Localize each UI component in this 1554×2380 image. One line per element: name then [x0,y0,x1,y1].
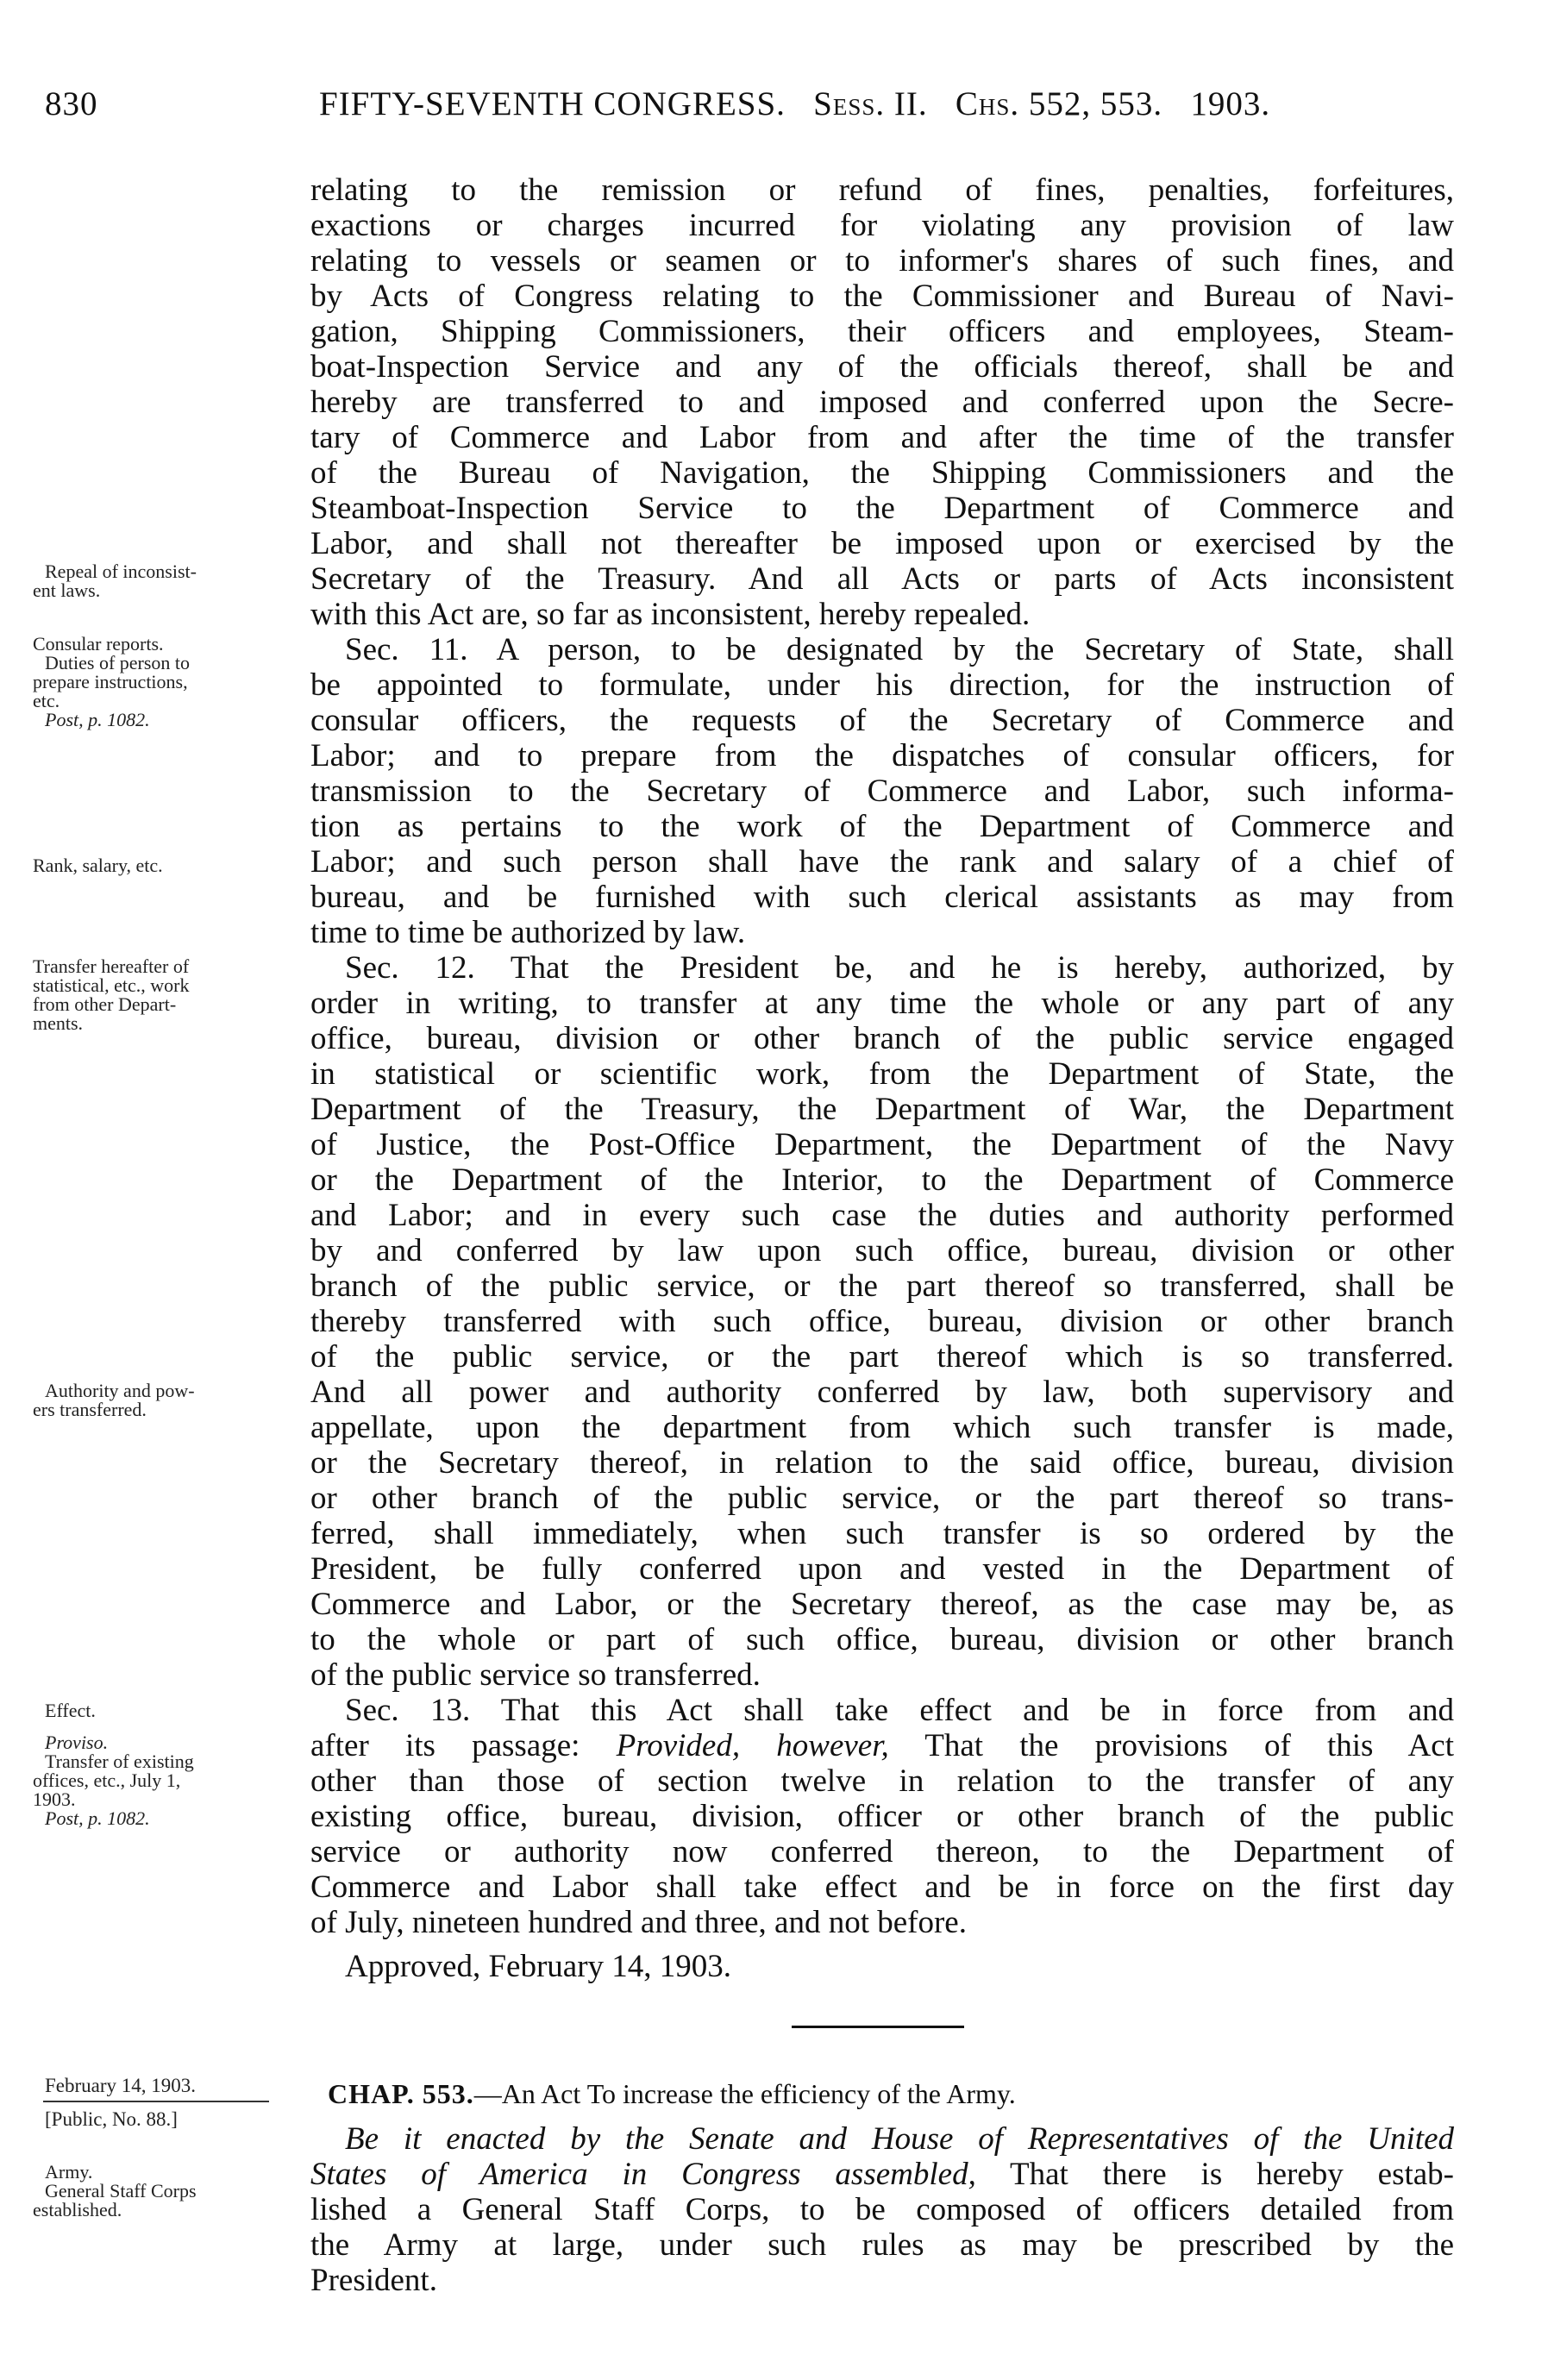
margin-line: ers transferred. [33,1399,147,1420]
section-13 [310,1693,1454,1984]
text-line: time to time be authorized by law. [310,915,746,950]
margin-line: etc. [33,690,60,711]
margin-note-rank [33,856,291,875]
text-line: And all power and authority conferred by law, both supervisory and [310,1375,1454,1410]
text-line: relating to vessels or seamen or to informer's shares of such fines, and [310,243,1454,279]
text-line: Labor; and such person shall have the rank and salary of a chief of [310,844,1454,880]
margin-line: Transfer hereafter of [33,955,190,977]
text-line: Commerce and Labor shall take effect and be in force on the first day [310,1870,1454,1905]
text-line: President, be fully conferred upon and vested in the Department of [310,1551,1454,1587]
margin-line: ments. [33,1012,84,1034]
text-line: of Justice, the Post-Office Department, the Department of the Navy [310,1127,1454,1162]
margin-line: Army. [45,2161,93,2183]
text-line: bureau, and be furnished with such clerical assistants as may from [310,880,1454,915]
chapter-title: —An Act To increase the efficiency of the Army. [473,2078,1016,2109]
text-line: order in writing, to transfer at any time the whole or any part of any [310,986,1454,1021]
text-line: boat-Inspection Service and any of the officials thereof, shall be and [310,349,1454,385]
margin-note-repeal [33,562,291,600]
text-line: transmission to the Secretary of Commerce and Labor, such informa- [310,774,1454,809]
text-line: branch of the public service, or the part thereof so transferred, shall be [310,1268,1454,1304]
running-title [319,85,1270,123]
section-12 [310,950,1454,1693]
margin-note-authority [33,1381,291,1419]
margin-line: Authority and pow- [45,1380,195,1401]
text-line: office, bureau, division or other branch of the public service engaged [310,1021,1454,1056]
text-line: Sec. 13. That this Act shall take effect and be in force from and [345,1693,1454,1728]
enacting-clause: Be it enacted by the Senate and House of Representatives of the United [345,2121,1454,2157]
text-line: President. [310,2263,437,2298]
margin-note-consular [33,635,291,730]
text-line: thereby transferred with such office, bureau, division or other branch [310,1304,1454,1339]
text-line [310,2157,1454,2192]
page-number: 830 [45,85,98,122]
margin-divider [43,2101,269,2102]
text-line: exactions or charges incurred for violating any provision of law [310,208,1454,243]
text-line: tary of Commerce and Labor from and after the time of the transfer [310,420,1454,455]
text-line: and Labor; and in every such case the duties and authority performed [310,1198,1454,1233]
text-line: gation, Shipping Commissioners, their officers and employees, Steam- [310,314,1454,349]
text-line: Labor, and shall not thereafter be imposed upon or exercised by the [310,526,1454,561]
chapters-label: Chs. 552, 553. [955,85,1163,122]
text-line: Sec. 11. A person, to be designated by the Secretary of State, shall [345,632,1454,667]
margin-line: offices, etc., July 1, [33,1769,181,1791]
text-line: of the Bureau of Navigation, the Shipping Commissioners and the [310,455,1454,491]
text-line: Sec. 12. That the President be, and he is hereby, authorized, by [345,950,1454,986]
margin-note-transfer [33,957,291,1033]
margin-line: ent laws. [33,579,101,601]
margin-note-army [33,2163,291,2220]
page-header [45,85,1444,136]
chapter-553-text [310,2121,1454,2298]
enacting-clause-cont: States of America in Congress assembled, [310,2157,976,2192]
text-line: of July, nineteen hundred and three, and not before. [310,1905,967,1940]
text-line: by Acts of Congress relating to the Commissioner and Bureau of Navi- [310,279,1454,314]
text-line: or the Secretary thereof, in relation to the said office, bureau, division [310,1445,1454,1481]
margin-line: Post, p. 1082. [45,1807,150,1829]
text-line: to the whole or part of such office, bureau, division or other branch [310,1622,1454,1657]
section-11 [310,632,1454,950]
text-line: by and conferred by law upon such office, bureau, division or other [310,1233,1454,1268]
text-line: tion as pertains to the work of the Department of Commerce and [310,809,1454,844]
text-line: existing office, bureau, division, officer or other branch of the public [310,1799,1454,1834]
margin-note-public [33,2110,291,2129]
margin-line: February 14, 1903. [45,2075,197,2096]
text-line: with this Act are, so far as inconsistent, hereby repealed. [310,597,1031,632]
margin-line: prepare instructions, [33,671,188,692]
margin-line: statistical, etc., work [33,974,190,996]
text-line: Labor; and to prepare from the dispatches of consular officers, for [310,738,1454,774]
session-label: Sess. II. [813,85,928,122]
text-line: ferred, shall immediately, when such transfer is so ordered by the [310,1516,1454,1551]
text-line: Department of the Treasury, the Department of War, the Department [310,1092,1454,1127]
chapter-heading [328,2078,1449,2110]
margin-line: 1903. [33,1788,76,1810]
text-line: in statistical or scientific work, from the Department of State, the [310,1056,1454,1092]
margin-line: Rank, salary, etc. [33,855,163,876]
margin-line: from other Depart- [33,993,177,1015]
margin-line: General Staff Corps [45,2180,197,2202]
margin-line: Post, p. 1082. [45,709,150,730]
margin-line: established. [33,2199,122,2220]
text-line: or the Department of the Interior, to the Department of Commerce [310,1162,1454,1198]
text-line: or other branch of the public service, or the part thereof so trans- [310,1481,1454,1516]
text-line: consular officers, the requests of the Secretary of Commerce and [310,703,1454,738]
margin-line: Effect. [45,1700,96,1721]
margin-note-effect [33,1701,291,1720]
margin-line: Consular reports. [33,633,164,654]
margin-line: Proviso. [45,1732,109,1753]
margin-line: Transfer of existing [45,1751,194,1772]
margin-note-date [33,2076,291,2095]
text-line: of the public service, or the part thereof which is so transferred. [310,1339,1454,1375]
text-line: service or authority now conferred thereon, to the Department of [310,1834,1454,1870]
text-line: after its passage: Provided, however, That the provisions of this Act [310,1728,1454,1763]
text-line: Steamboat-Inspection Service to the Department of Commerce and [310,491,1454,526]
text-line: lished a General Staff Corps, to be composed of officers detailed from [310,2192,1454,2227]
margin-line: [Public, No. 88.] [45,2108,178,2130]
margin-line: Repeal of inconsist- [45,561,197,582]
text-line: the Army at large, under such rules as may be prescribed by the [310,2227,1454,2263]
margin-note-proviso [33,1733,291,1828]
chapter-label: CHAP. 553. [328,2078,474,2109]
text-line: be appointed to formulate, under his direction, for the instruction of [310,667,1454,703]
text-line: appellate, upon the department from which such transfer is made, [310,1410,1454,1445]
congress-label: FIFTY-SEVENTH CONGRESS. [319,85,786,122]
text-line: of the public service so transferred. [310,1657,761,1693]
text-line: other than those of section twelve in relation to the transfer of any [310,1763,1454,1799]
text-line: relating to the remission or refund of fines, penalties, forfeitures, [310,172,1454,208]
year-label: 1903. [1190,85,1271,122]
margin-line: Duties of person to [45,652,191,673]
text-line: Commerce and Labor, or the Secretary thereof, as the case may be, as [310,1587,1454,1622]
approval-date: Approved, February 14, 1903. [345,1949,732,1984]
text-line: Secretary of the Treasury. And all Acts or parts of Acts inconsistent [310,561,1454,597]
section-divider [792,2026,964,2028]
enacting-rest: That there is hereby estab- [975,2157,1454,2192]
paragraph-continuation [310,172,1454,632]
text-line: hereby are transferred to and imposed and conferred upon the Secre- [310,385,1454,420]
